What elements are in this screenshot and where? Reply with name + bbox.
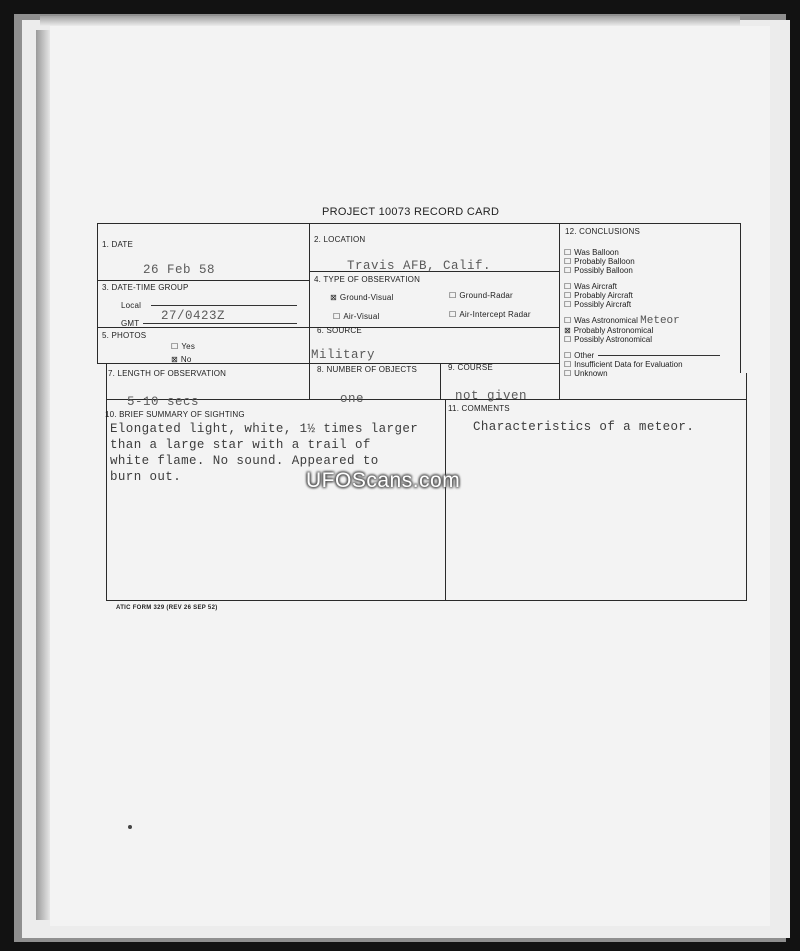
local-label: Local <box>121 301 142 310</box>
watermark: UFOScans.com <box>306 469 461 492</box>
scan-speck <box>128 825 132 829</box>
conclusion-item <box>564 248 720 257</box>
conclusion-label: Possibly Astronomical <box>574 335 652 344</box>
form-id: ATIC FORM 329 (REV 26 SEP 52) <box>116 605 218 611</box>
photos-label: 5. PHOTOS <box>102 331 147 340</box>
col-divider-1 <box>309 223 310 399</box>
photos-option-yes <box>171 342 195 351</box>
conclusion-label: Probably Aircraft <box>574 291 633 300</box>
conclusion-label: Probably Balloon <box>574 257 635 266</box>
col-divider-conclusions <box>559 223 560 399</box>
conclusion-item <box>564 335 720 344</box>
checkbox-checked-icon: ⊠ <box>564 326 571 335</box>
card-title: PROJECT 10073 RECORD CARD <box>322 206 500 218</box>
checkbox-icon: ☐ <box>564 282 572 291</box>
paper-shadow-left <box>36 30 50 920</box>
option-label: Ground-Radar <box>459 291 513 300</box>
conclusion-label: Probably Astronomical <box>573 326 654 335</box>
number-of-objects-label: 8. NUMBER OF OBJECTS <box>317 365 418 374</box>
location-label: 2. LOCATION <box>314 235 366 244</box>
option-ground-visual <box>330 293 394 302</box>
conclusion-item <box>564 300 720 309</box>
date-value: 26 Feb 58 <box>143 263 216 277</box>
conclusions-list <box>564 248 720 385</box>
gmt-label: GMT <box>121 319 140 328</box>
observation-type-label: 4. TYPE OF OBSERVATION <box>314 275 421 284</box>
checkbox-icon: ☐ <box>564 351 572 360</box>
conclusion-item <box>564 282 720 291</box>
option-air-intercept-radar <box>449 310 531 319</box>
conclusion-item <box>564 291 720 300</box>
checkbox-icon: ☐ <box>564 266 572 275</box>
summary-label: 10. BRIEF SUMMARY OF SIGHTING <box>105 410 245 419</box>
length-label: 7. LENGTH OF OBSERVATION <box>108 369 227 378</box>
checkbox-icon: ☐ <box>171 342 179 351</box>
option-label: Ground-Visual <box>339 293 394 302</box>
summary-line: white flame. No sound. Appeared to <box>110 454 379 468</box>
length-value: 5-10 secs <box>127 395 200 409</box>
conclusion-label: Was Aircraft <box>574 282 617 291</box>
comments-label: 11. COMMENTS <box>448 404 510 413</box>
card-border-right-upper <box>740 223 741 373</box>
checkbox-icon: ☐ <box>564 360 572 369</box>
conclusion-item <box>564 369 720 378</box>
conclusion-label: Was Astronomical <box>574 316 638 325</box>
option-label: Air-Visual <box>343 312 380 321</box>
option-air-visual <box>333 312 379 321</box>
comments-value: Characteristics of a meteor. <box>473 420 695 434</box>
checkbox-icon: ☐ <box>564 335 572 344</box>
conclusion-annotation: Meteor <box>640 315 680 327</box>
card-border-top <box>97 223 740 224</box>
conclusion-label: Possibly Aircraft <box>574 300 632 309</box>
conclusions-label: 12. CONCLUSIONS <box>565 227 641 236</box>
row-divider-summary <box>106 399 746 400</box>
option-label: Air-Intercept Radar <box>459 310 531 319</box>
col-divider-comments <box>445 399 446 600</box>
gmt-line <box>143 323 297 324</box>
conclusion-item <box>564 266 720 275</box>
checkbox-icon: ☐ <box>449 310 457 319</box>
checkbox-checked-icon: ⊠ <box>330 293 337 302</box>
conclusions-group-aircraft <box>564 282 720 309</box>
checkbox-icon: ☐ <box>564 257 572 266</box>
course-value: not given <box>455 389 528 403</box>
col-divider-course <box>440 363 441 399</box>
number-of-objects-value: one <box>340 392 365 406</box>
checkbox-icon: ☐ <box>564 291 572 300</box>
conclusion-item <box>564 351 720 360</box>
row-divider-date <box>97 280 309 281</box>
conclusion-item <box>564 316 720 326</box>
conclusion-label: Insufficient Data for Evaluation <box>574 360 683 369</box>
summary-line: burn out. <box>110 470 182 484</box>
summary-line: than a large star with a trail of <box>110 438 371 452</box>
conclusion-label: Unknown <box>574 369 608 378</box>
other-line <box>598 355 720 356</box>
conclusions-group-balloon <box>564 248 720 275</box>
checkbox-icon: ☐ <box>333 312 341 321</box>
record-card <box>97 223 745 603</box>
conclusion-label: Other <box>574 351 595 360</box>
gmt-value: 27/0423Z <box>161 309 226 323</box>
option-label: Yes <box>181 342 196 351</box>
conclusion-item <box>564 326 720 335</box>
paper-shadow-top <box>40 16 740 26</box>
course-label: 9. COURSE <box>448 363 493 372</box>
date-time-group-label: 3. DATE-TIME GROUP <box>102 283 189 292</box>
option-label: No <box>180 355 192 364</box>
photos-option-no <box>171 355 192 364</box>
conclusions-group-other <box>564 351 720 378</box>
local-line <box>151 305 297 306</box>
date-label: 1. DATE <box>102 240 134 249</box>
conclusions-group-astronomical <box>564 316 720 344</box>
source-label: 6. SOURCE <box>317 326 362 335</box>
option-ground-radar <box>449 291 513 300</box>
checkbox-icon: ☐ <box>564 300 572 309</box>
card-border-left-upper <box>97 223 98 363</box>
checkbox-icon: ☐ <box>564 316 572 325</box>
checkbox-icon: ☐ <box>449 291 457 300</box>
checkbox-icon: ☐ <box>564 369 572 378</box>
location-value: Travis AFB, Calif. <box>347 259 492 273</box>
checkbox-checked-icon: ⊠ <box>171 355 178 364</box>
card-border-right-lower <box>746 373 747 600</box>
conclusion-label: Possibly Balloon <box>574 266 633 275</box>
source-value: Military <box>311 348 376 362</box>
conclusion-item <box>564 360 720 369</box>
summary-line: Elongated light, white, 1½ times larger <box>110 422 419 436</box>
conclusion-item <box>564 257 720 266</box>
card-border-bottom <box>106 600 747 601</box>
conclusion-label: Was Balloon <box>574 248 619 257</box>
checkbox-icon: ☐ <box>564 248 572 257</box>
